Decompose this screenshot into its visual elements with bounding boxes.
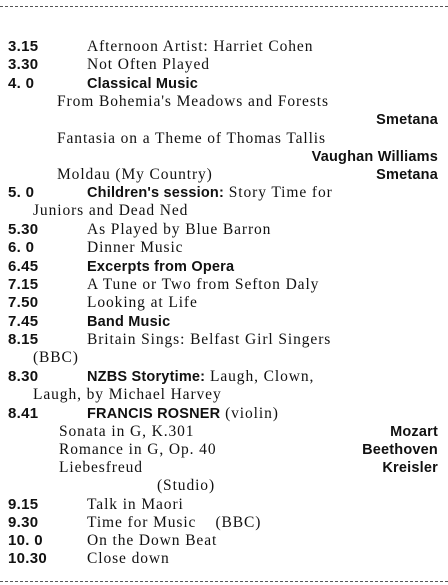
time-label: 10. 0	[8, 532, 43, 549]
schedule-line	[0, 130, 448, 148]
time-label: 3.15	[8, 38, 39, 55]
schedule-line	[0, 93, 448, 111]
schedule-line	[0, 368, 448, 386]
performer-name: FRANCIS ROSNER	[87, 406, 221, 422]
schedule-line	[0, 514, 448, 532]
schedule-line	[0, 75, 448, 93]
schedule-line	[0, 148, 448, 166]
program-detail: Juniors and Dead Ned	[33, 202, 189, 219]
program-title: Time for Music (BBC)	[87, 514, 262, 531]
schedule-line	[0, 166, 448, 184]
work-title: Sonata in G, K.301	[59, 423, 195, 440]
composer-name: Mozart	[390, 424, 438, 440]
time-label: 5.30	[8, 221, 39, 238]
schedule-line	[0, 184, 448, 202]
work-title: Moldau (My Country)	[57, 166, 213, 183]
bottom-dashed-rule	[0, 581, 448, 582]
time-label: 9.30	[8, 514, 39, 531]
program-detail: (violin)	[220, 405, 279, 422]
work-title: From Bohemia's Meadows and Forests	[57, 93, 329, 110]
schedule-line	[0, 38, 448, 56]
time-label: 7.15	[8, 276, 39, 293]
time-label: 3.30	[8, 56, 39, 73]
program-entry	[87, 368, 314, 386]
time-label: 9.15	[8, 496, 39, 513]
schedule-line	[0, 423, 448, 441]
schedule-line	[0, 111, 448, 129]
composer-name: Beethoven	[362, 442, 438, 458]
program-title: Looking at Life	[87, 294, 198, 311]
program-entry	[87, 184, 333, 202]
schedule-line	[0, 441, 448, 459]
time-label: 4. 0	[8, 75, 35, 92]
work-title: Liebesfreud	[59, 459, 143, 476]
program-title: A Tune or Two from Sefton Daly	[87, 276, 320, 293]
schedule-line	[0, 56, 448, 74]
schedule-line	[0, 202, 448, 220]
program-heading: Children's session:	[87, 185, 224, 201]
schedule-line	[0, 496, 448, 514]
composer-name: Vaughan Williams	[311, 149, 438, 165]
program-title: Afternoon Artist: Harriet Cohen	[87, 38, 314, 55]
schedule-line	[0, 459, 448, 477]
time-label: 7.45	[8, 313, 39, 330]
program-heading: Classical Music	[87, 76, 198, 92]
composer-name: Smetana	[376, 167, 438, 183]
composer-name: Kreisler	[382, 460, 438, 476]
program-detail: (BBC)	[33, 349, 79, 366]
program-title: On the Down Beat	[87, 532, 218, 549]
schedule-line	[0, 294, 448, 312]
program-entry	[87, 405, 279, 423]
program-title: As Played by Blue Barron	[87, 221, 272, 238]
program-detail: Laugh, Clown,	[205, 368, 315, 385]
time-label: 10.30	[8, 550, 48, 567]
program-title: Not Often Played	[87, 56, 210, 73]
program-title: Britain Sings: Belfast Girl Singers	[87, 331, 332, 348]
time-label: 8.30	[8, 368, 39, 385]
time-label: 6.45	[8, 258, 39, 275]
schedule-line	[0, 331, 448, 349]
time-label: 8.15	[8, 331, 39, 348]
program-detail: Laugh, by Michael Harvey	[33, 386, 222, 403]
work-title: Romance in G, Op. 40	[59, 441, 217, 458]
composer-name: Smetana	[376, 112, 438, 128]
time-label: 5. 0	[8, 184, 35, 201]
program-heading: NZBS Storytime:	[87, 369, 206, 385]
schedule-line	[0, 349, 448, 367]
time-label: 6. 0	[8, 239, 35, 256]
schedule-line	[0, 405, 448, 423]
program-title: Talk in Maori	[87, 496, 184, 513]
schedule-line	[0, 313, 448, 331]
program-title: Close down	[87, 550, 170, 567]
program-title: Dinner Music	[87, 239, 184, 256]
top-dashed-rule	[0, 6, 448, 7]
schedule-line	[0, 550, 448, 568]
schedule-line	[0, 258, 448, 276]
schedule-line	[0, 386, 448, 404]
program-heading: Excerpts from Opera	[87, 259, 235, 275]
work-title: Fantasia on a Theme of Thomas Tallis	[57, 130, 326, 147]
time-label: 7.50	[8, 294, 39, 311]
program-detail: (Studio)	[157, 477, 216, 494]
time-label: 8.41	[8, 405, 39, 422]
schedule-line	[0, 239, 448, 257]
program-detail: Story Time for	[223, 184, 333, 201]
schedule-line	[0, 477, 448, 495]
schedule-line	[0, 276, 448, 294]
schedule-line	[0, 532, 448, 550]
program-heading: Band Music	[87, 314, 171, 330]
schedule-line	[0, 221, 448, 239]
